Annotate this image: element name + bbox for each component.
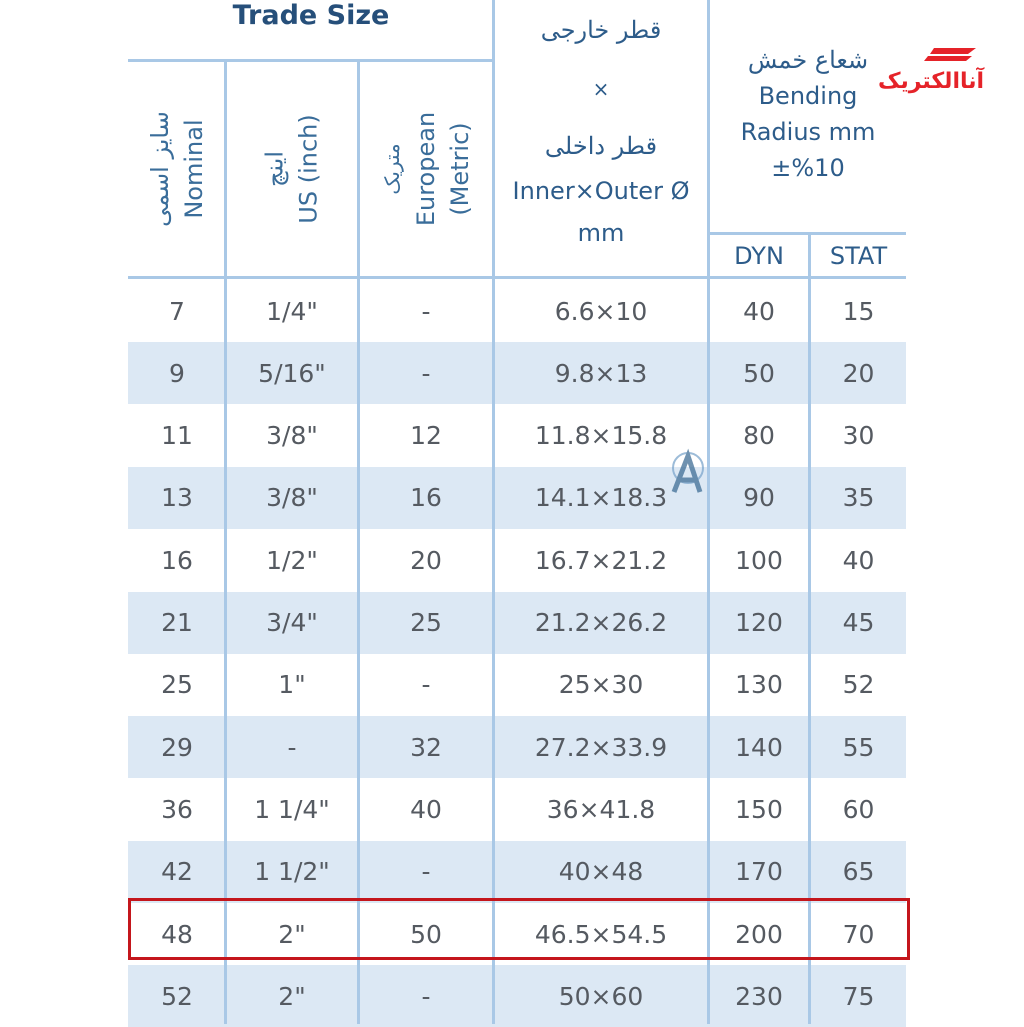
cell-dyn: 40 <box>743 296 775 326</box>
table-row <box>128 654 906 716</box>
inner-outer-en: Inner×Outer Ø <box>512 177 690 205</box>
cell-us: 1 1/2" <box>254 857 330 887</box>
ana-electric-logo <box>877 46 985 100</box>
table-row <box>128 592 906 654</box>
column-divider <box>224 60 227 1024</box>
table-row <box>128 342 906 404</box>
header-bottom-divider <box>128 276 906 279</box>
cell-stat: 35 <box>842 483 875 513</box>
cell-dyn: 200 <box>735 919 783 949</box>
cell-european: 25 <box>410 608 442 637</box>
cell-nominal: 13 <box>161 483 193 513</box>
nominal-header-en: Nominal <box>180 119 209 219</box>
cell-stat: 15 <box>842 296 875 326</box>
bending-radius-header <box>710 0 906 232</box>
outer-diameter-fa: قطر خارجی <box>540 16 662 44</box>
cell-stat: 52 <box>842 670 875 700</box>
cell-nominal: 9 <box>169 358 185 388</box>
table-row <box>128 280 906 342</box>
cell-dyn: 140 <box>735 732 783 762</box>
cell-us: 3/4" <box>266 608 318 637</box>
cell-nominal: 48 <box>161 919 193 949</box>
cell-european: 16 <box>410 483 442 513</box>
cell-european: - <box>421 358 431 388</box>
cell-dyn: 100 <box>735 545 783 575</box>
highlighted-row-frame <box>128 898 910 960</box>
bending-radius-en-1: Bending <box>758 82 858 110</box>
cell-dims: 25×30 <box>558 670 644 700</box>
dimensions-unit: mm <box>577 219 625 247</box>
cell-dyn: 50 <box>743 358 775 388</box>
table-row <box>128 467 906 529</box>
cell-european: 32 <box>410 732 442 762</box>
bending-radius-tolerance: ±%10 <box>771 154 845 182</box>
cell-stat: 30 <box>842 421 875 451</box>
cell-dims: 14.1×18.3 <box>534 483 668 513</box>
watermark-logo <box>660 446 712 498</box>
cell-nominal: 11 <box>161 421 193 451</box>
cell-dims: 36×41.8 <box>546 794 656 824</box>
european-header-en: European <box>411 111 440 227</box>
column-divider <box>707 0 710 1024</box>
cell-european: - <box>421 857 431 887</box>
cell-dyn: 90 <box>743 483 775 513</box>
cell-european: 20 <box>410 545 442 575</box>
cell-dims: 50×60 <box>558 981 644 1011</box>
times-sign: × <box>592 77 610 101</box>
us-inch-header <box>227 62 357 276</box>
cell-dims: 21.2×26.2 <box>534 608 668 637</box>
cell-dims: 40×48 <box>558 857 644 887</box>
cell-nominal: 16 <box>161 545 193 575</box>
column-divider <box>357 60 360 1024</box>
cell-us: 1/4" <box>266 296 318 326</box>
table-row <box>128 778 906 840</box>
cell-us: 1/2" <box>266 545 318 575</box>
cell-stat: 45 <box>842 608 875 637</box>
cell-nominal: 42 <box>161 857 193 887</box>
cell-dyn: 80 <box>743 421 775 451</box>
european-header <box>360 62 492 276</box>
cell-dyn: 120 <box>735 608 783 637</box>
nominal-header <box>130 62 224 276</box>
nominal-header-fa: سایز اسمی <box>146 111 175 227</box>
table-row <box>128 716 906 778</box>
column-divider <box>492 0 495 1024</box>
table-row <box>128 841 906 903</box>
cell-stat: 60 <box>842 794 875 824</box>
stat-header: STAT <box>829 242 888 270</box>
dyn-header: DYN <box>734 242 784 270</box>
cell-stat: 75 <box>842 981 875 1011</box>
cell-us: 1" <box>278 670 306 700</box>
cell-dims: 16.7×21.2 <box>534 545 668 575</box>
cell-dims: 9.8×13 <box>554 358 648 388</box>
cell-dims: 46.5×54.5 <box>534 919 668 949</box>
inner-diameter-fa: قطر داخلی <box>544 132 658 160</box>
cell-european: - <box>421 296 431 326</box>
cell-dims: 27.2×33.9 <box>534 732 668 762</box>
cell-us: 2" <box>278 981 306 1011</box>
cell-us: 2" <box>278 919 306 949</box>
cell-european: - <box>421 670 431 700</box>
metric-header-en: (Metric) <box>445 122 474 216</box>
table-row <box>128 529 906 591</box>
cell-nominal: 21 <box>161 608 193 637</box>
table-row <box>128 965 906 1027</box>
cell-nominal: 25 <box>161 670 193 700</box>
divider <box>128 59 492 62</box>
cell-dyn: 230 <box>735 981 783 1011</box>
trade-size-heading: Trade Size <box>232 0 390 31</box>
dimensions-header <box>495 0 707 276</box>
table-row <box>128 405 906 467</box>
cell-nominal: 36 <box>161 794 193 824</box>
cell-stat: 65 <box>842 857 875 887</box>
cell-european: 40 <box>410 794 442 824</box>
cell-nominal: 29 <box>161 732 193 762</box>
cell-nominal: 52 <box>161 981 193 1011</box>
bending-radius-en-2: Radius mm <box>740 118 876 146</box>
cell-us: 1 1/4" <box>254 794 330 824</box>
cell-us: 5/16" <box>258 358 326 388</box>
cell-nominal: 7 <box>169 296 185 326</box>
cell-stat: 55 <box>842 732 875 762</box>
cell-european: 12 <box>410 421 442 451</box>
cell-dyn: 150 <box>735 794 783 824</box>
cell-stat: 40 <box>842 545 875 575</box>
us-header-fa: اینچ <box>260 150 289 188</box>
cell-dims: 11.8×15.8 <box>534 421 668 451</box>
cell-dyn: 130 <box>735 670 783 700</box>
cell-stat: 20 <box>842 358 875 388</box>
cell-dims: 6.6×10 <box>554 296 648 326</box>
cell-european: - <box>421 981 431 1011</box>
cell-stat: 70 <box>842 919 875 949</box>
cell-dyn: 170 <box>735 857 783 887</box>
bending-radius-fa: شعاع خمش <box>747 46 869 74</box>
us-header-en: US (inch) <box>294 114 323 224</box>
cell-us: - <box>287 732 297 762</box>
cell-european: 50 <box>410 919 442 949</box>
cell-us: 3/8" <box>266 421 318 451</box>
european-header-fa: متریک <box>379 143 404 195</box>
logo-text: آناالکتریک <box>877 69 985 94</box>
cell-us: 3/8" <box>266 483 318 513</box>
